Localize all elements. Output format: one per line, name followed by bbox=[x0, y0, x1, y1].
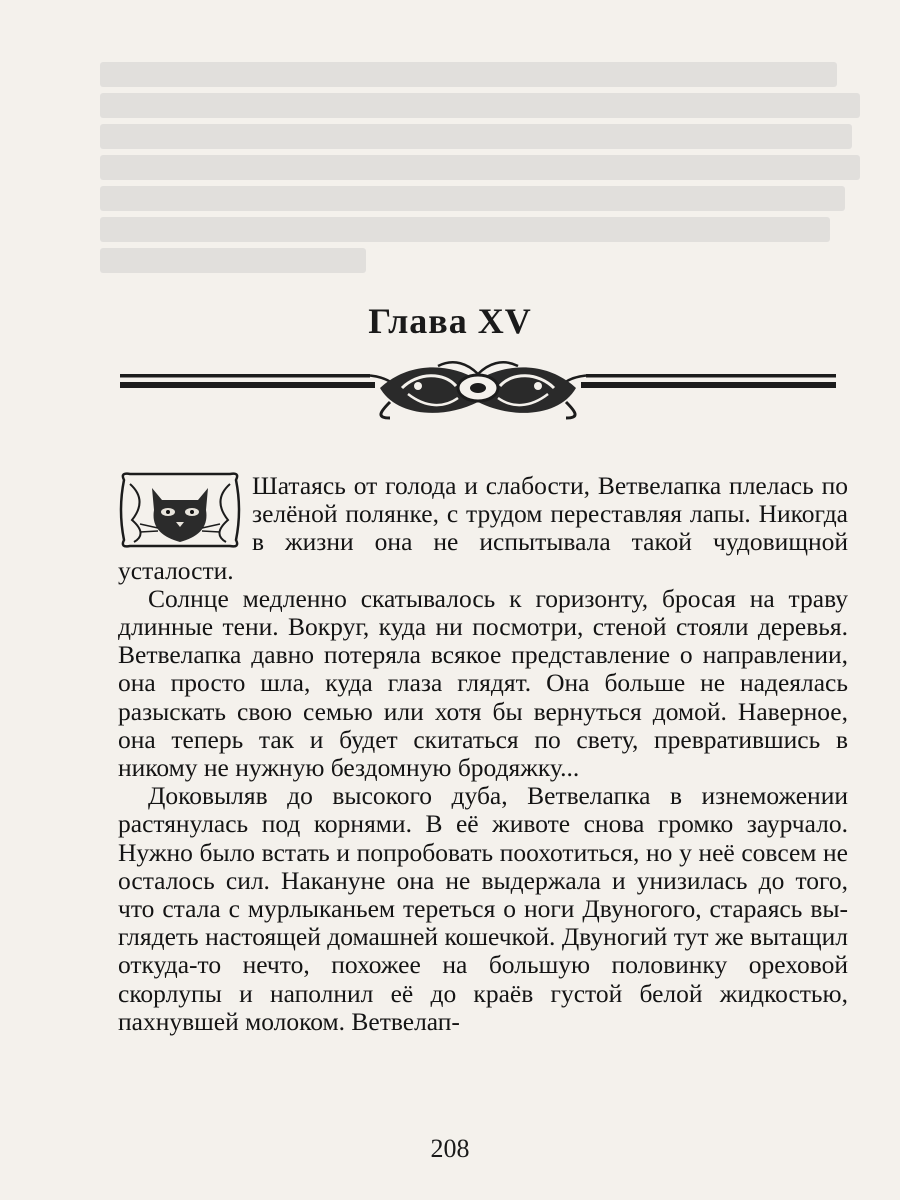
chapter-body-text bbox=[118, 472, 848, 1036]
dropcap-space bbox=[118, 472, 252, 556]
chapter-title: Глава XV bbox=[368, 301, 532, 341]
paragraph-3: Доковыляв до высокого дуба, Ветвелапка в изнеможении растянулась под корнями. В её животе снова громко заурчало. Нужно было встать и попробовать поохотиться, но у неё совсем не осталось сил. Накануне она не выдержала и унизилась до того, что стала с мурлыканьем тереться о ноги Двуногого, стараясь выглядеть настоящей домашней кошечкой. Двуногий тут же вытащил откуда-то нечто, похожее на большую половинку ореховой скорлупы и наполнил её до краёв густой белой жидкостью, пахнувшей молоком. Ветвелап- bbox=[118, 781, 848, 1036]
paragraph-1: Шатаясь от голода и слабости, Ветвелапка плелась по зелёной полянке, с трудом переставляя лапы. Никогда в жизни она не испытывала такой чудовищной усталости. bbox=[118, 471, 848, 585]
chapter-divider-ornament-icon bbox=[118, 358, 838, 424]
bleed-through-text bbox=[100, 62, 860, 292]
page-number: 208 bbox=[430, 1134, 470, 1163]
paragraph-2: Солнце медленно скатывалось к горизонту, бросая на траву длинные тени. Вокруг, куда ни посмотри, стеной стояли деревья. Ветвелапка давно потеряла всякое представление о направлении, она просто шла, куда глаза глядят. Она больше не надеялась разыскать свою семью или хотя бы вернуться домой. Наверное, она теперь так и будет скитаться по свету, превратившись в никому не нужную бездомную бродяжку... bbox=[118, 583, 848, 783]
